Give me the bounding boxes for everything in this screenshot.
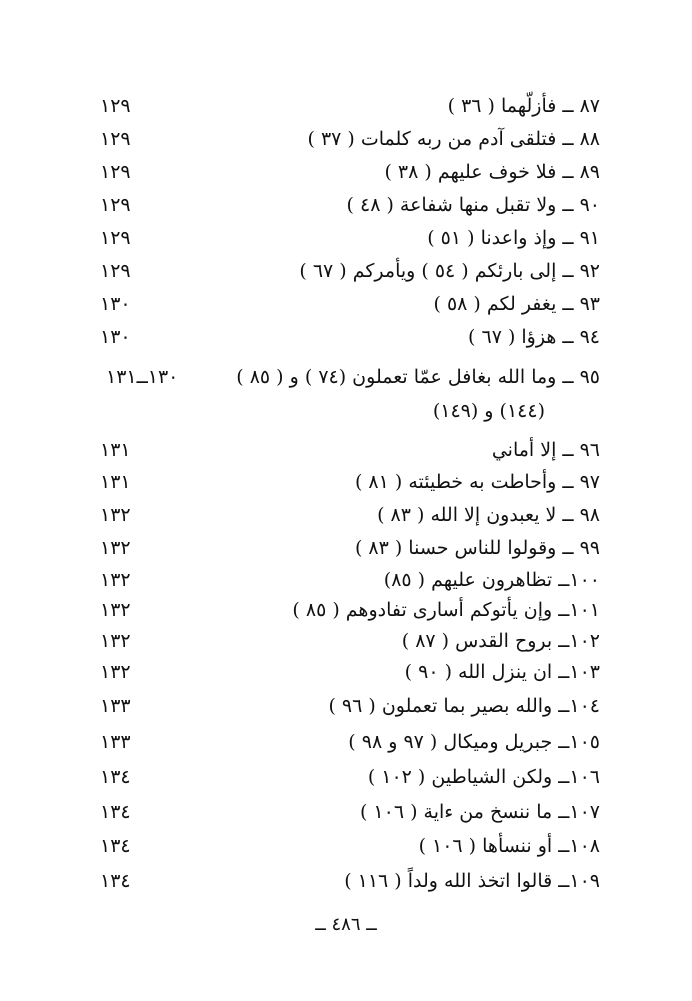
entry-page-number: ١٣٠ــ١٣١	[106, 366, 179, 388]
entry-page-number: ١٣٢	[100, 569, 131, 591]
entry-title: ١٠٣ــ ان ينزل الله ( ٩٠ )	[404, 661, 600, 683]
entry-title: ٩٩ ــ وقولوا للناس حسنا ( ٨٣ )	[354, 537, 600, 559]
entry-page-number: ١٣١	[100, 439, 131, 461]
entry-page-number: ١٣٢	[100, 599, 131, 621]
entry-title: ٨٧ ــ فأزلّهما ( ٣٦ )	[447, 95, 600, 117]
entry-title: ٩٥ ــ وما الله بغافل عمّا تعملون (٧٤ ) و ( ٨٥ )	[236, 366, 600, 388]
entry-title: ١٠٦ــ ولكن الشياطين ( ١٠٢ )	[367, 766, 600, 788]
entry-continuation: (١٤٤) و (١٤٩)	[432, 400, 545, 422]
entry-page-number: ١٣٣	[100, 695, 131, 717]
entry-title: ٩٤ ــ هزؤا ( ٦٧ )	[468, 326, 600, 348]
entry-page-number: ١٣٢	[100, 630, 131, 652]
entry-page-number: ١٣٤	[100, 801, 131, 823]
index-entry	[100, 365, 600, 425]
entry-page-number: ١٣٤	[100, 835, 131, 857]
entry-page-number: ١٢٩	[100, 194, 131, 216]
entry-title: ٨٩ ــ فلا خوف عليهم ( ٣٨ )	[384, 161, 600, 183]
entry-page-number: ١٢٩	[100, 128, 131, 150]
entry-title: ٩٦ ــ إلا أماني	[491, 439, 600, 461]
entry-page-number: ١٢٩	[100, 260, 131, 282]
entry-page-number: ١٣٣	[100, 731, 131, 753]
entry-title: ١٠٩ــ قالوا اتخذ الله ولداً ( ١١٦ )	[344, 870, 600, 892]
entry-title: ١٠٥ــ جبريل وميكال ( ٩٧ و ٩٨ )	[348, 731, 600, 753]
entry-title: ١٠١ــ وإن يأتوكم أسارى تفادوهم ( ٨٥ )	[292, 599, 600, 621]
entry-page-number: ١٣٠	[100, 326, 131, 348]
entry-page-number: ١٣٢	[100, 661, 131, 683]
entry-page-number: ١٣٤	[100, 870, 131, 892]
entry-title: ٨٨ ــ فتلقى آدم من ربه كلمات ( ٣٧ )	[307, 128, 600, 150]
entry-title: ٩٢ ــ إلى بارئكم ( ٥٤ ) ويأمركم ( ٦٧ )	[299, 260, 600, 282]
page-footer-number: ــ ٤٨٦ ــ	[315, 914, 377, 935]
entry-page-number: ١٢٩	[100, 227, 131, 249]
entry-page-number: ١٣٤	[100, 766, 131, 788]
entry-title: ١٠٢ــ بروح القدس ( ٨٧ )	[401, 630, 600, 652]
entry-title: ١٠٠ــ تظاهرون عليهم ( ٨٥)	[383, 569, 600, 591]
entry-title: ١٠٨ــ أو ننسأها ( ١٠٦ )	[418, 835, 600, 857]
entry-title: ٩٣ ــ يغفر لكم ( ٥٨ )	[433, 293, 600, 315]
entry-title: ١٠٧ــ ما ننسخ من ءاية ( ١٠٦ )	[359, 801, 600, 823]
entry-title: ٩٧ ــ وأحاطت به خطيئته ( ٨١ )	[354, 471, 600, 493]
entry-page-number: ١٣٢	[100, 537, 131, 559]
entry-page-number: ١٣١	[100, 471, 131, 493]
entry-page-number: ١٣٢	[100, 504, 131, 526]
entry-title: ١٠٤ــ والله بصير بما تعملون ( ٩٦ )	[328, 695, 600, 717]
entry-page-number: ١٢٩	[100, 161, 131, 183]
entry-title: ٩٨ ــ لا يعبدون إلا الله ( ٨٣ )	[377, 504, 600, 526]
entry-title: ٩٠ ــ ولا تقبل منها شفاعة ( ٤٨ )	[346, 194, 600, 216]
entry-title: ٩١ ــ وإذ واعدنا ( ٥١ )	[427, 227, 600, 249]
entry-page-number: ١٢٩	[100, 95, 131, 117]
entry-page-number: ١٣٠	[100, 293, 131, 315]
